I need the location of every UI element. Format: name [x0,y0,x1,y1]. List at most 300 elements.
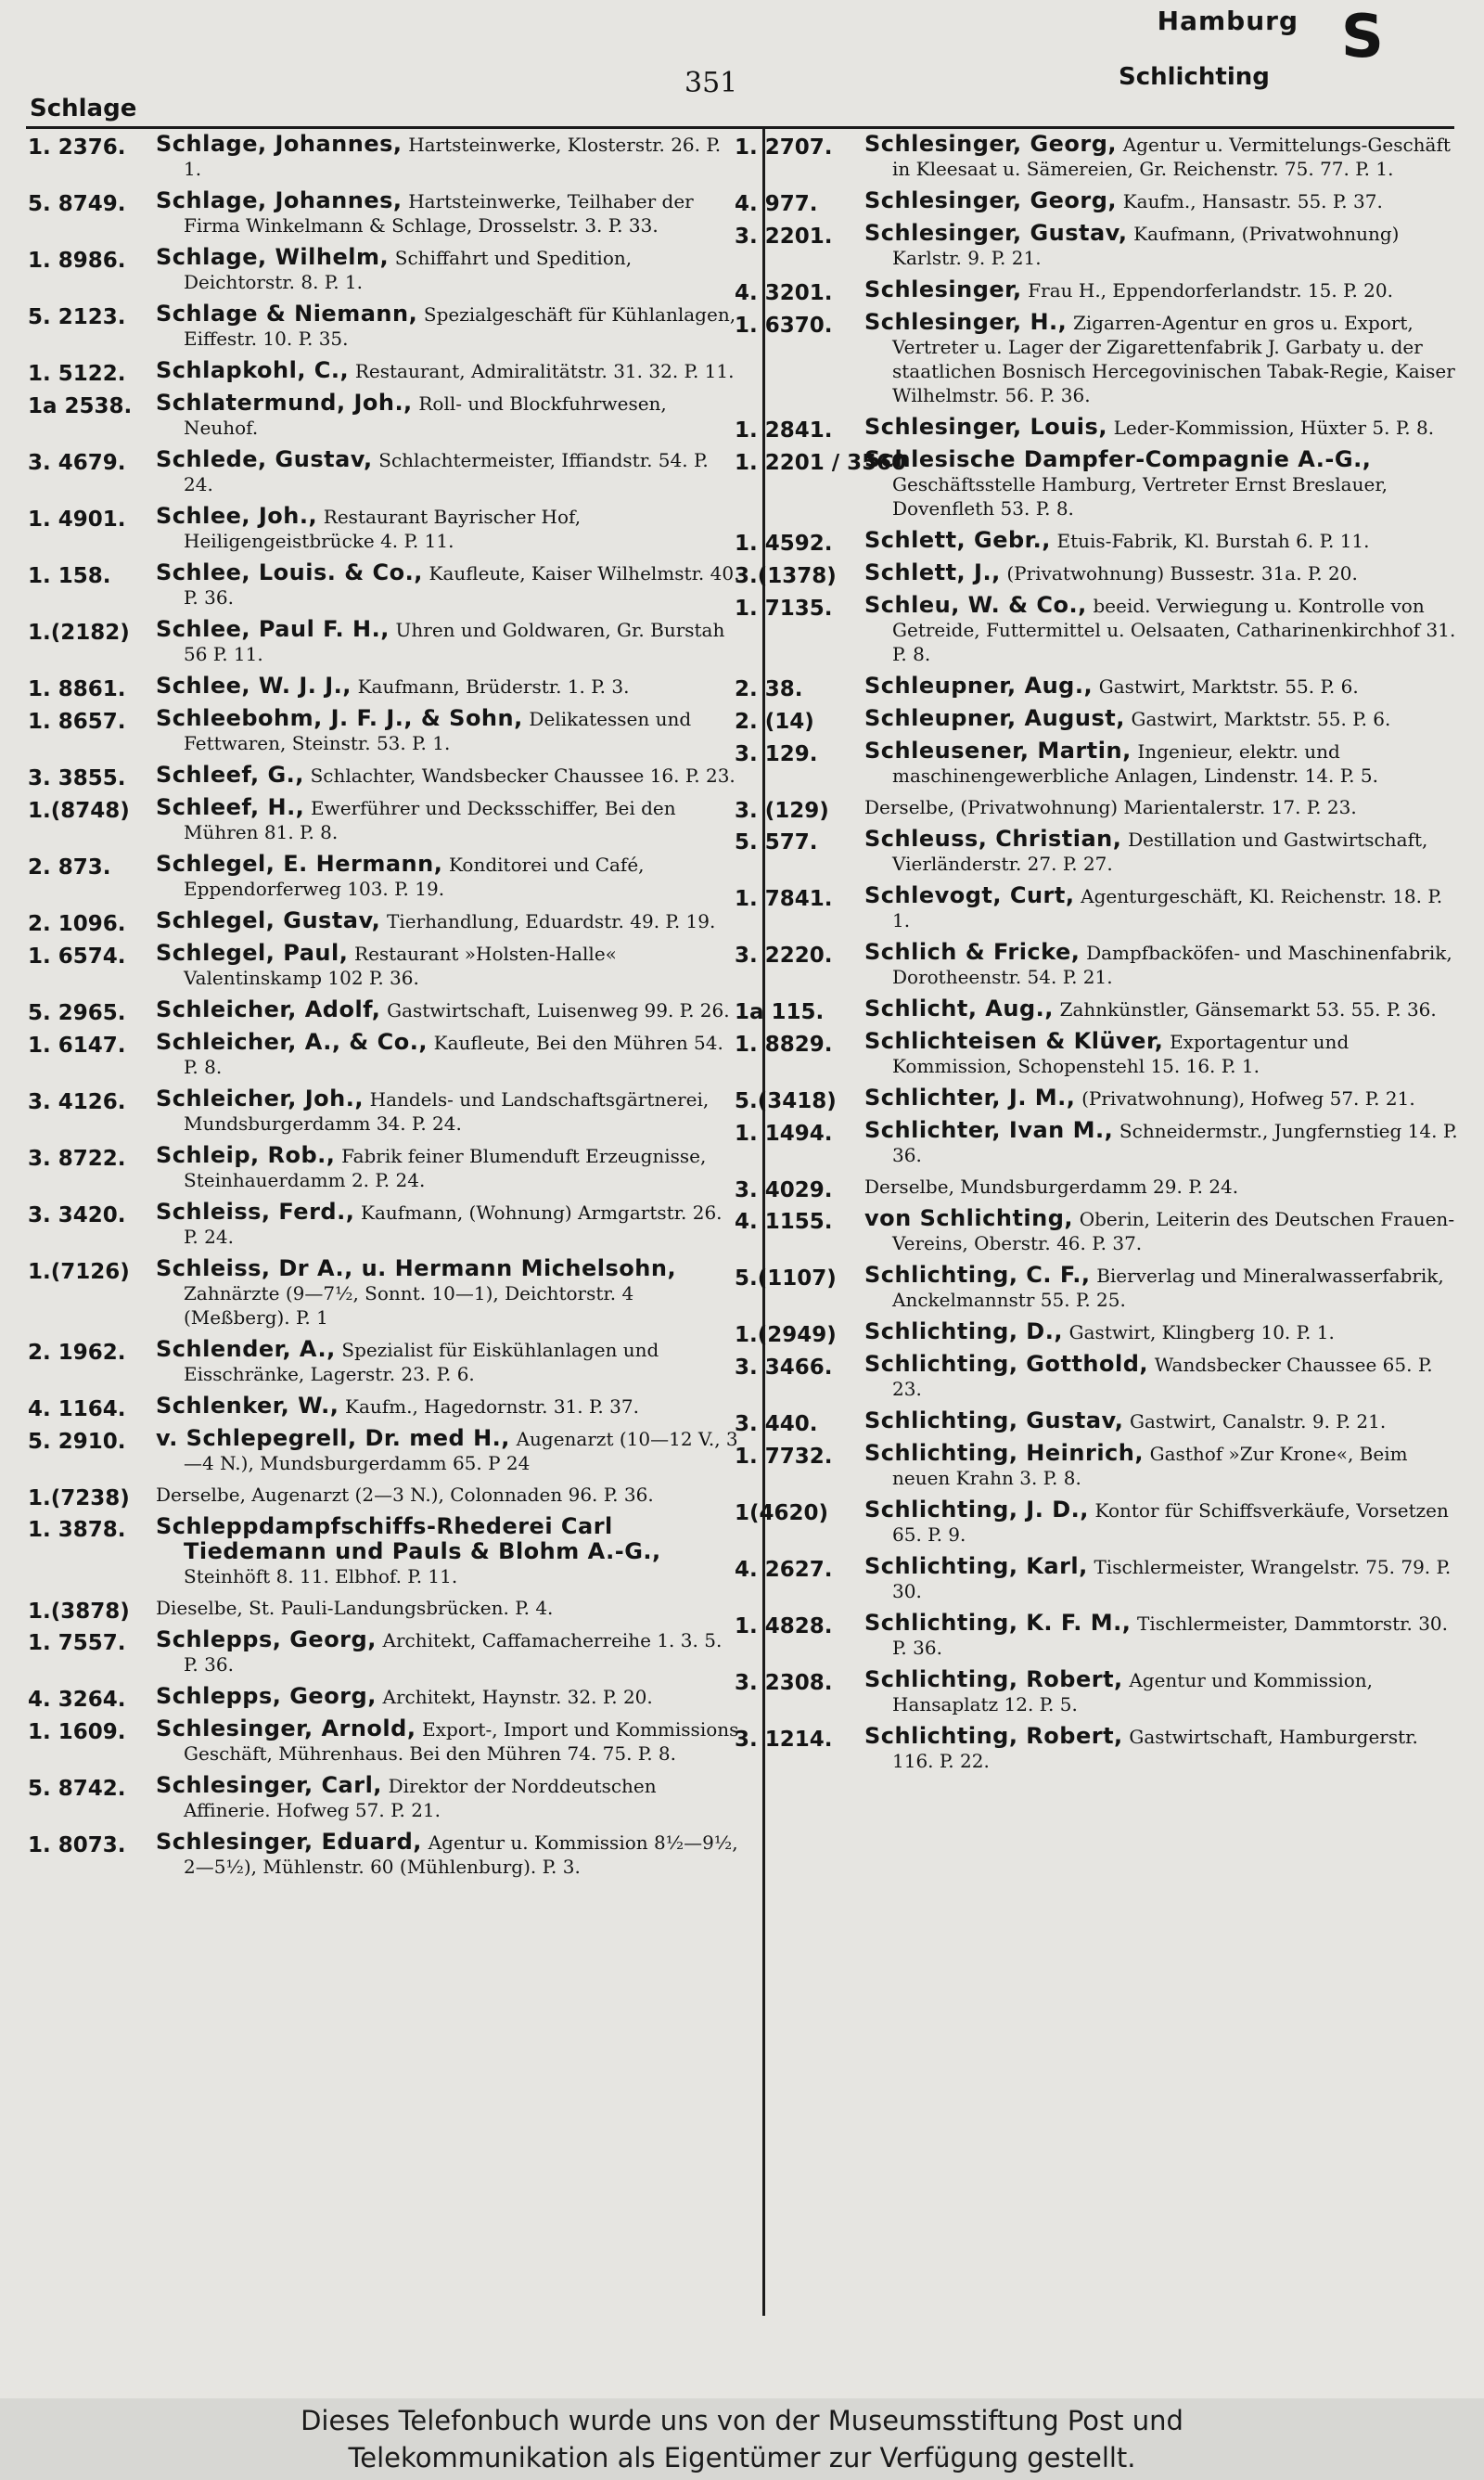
entry-text [864,1667,1458,1716]
directory-entry [735,1118,1458,1167]
subscriber-details: Spezialgeschäft für Kühlanlagen, Eiffestr. 10. P. 35. [184,303,736,350]
subscriber-details: Ewerführer und Decksschiffer, Bei den Mühren 81. P. 8. [184,797,676,843]
entry-text [864,795,1458,819]
subscriber-name: Schlichting, J. D., [864,1497,1089,1523]
directory-entry [735,739,1458,788]
phone-number: 4. 3264. [28,1688,126,1712]
entry-text [864,528,1458,553]
subscriber-details: Tierhandlung, Eduardstr. 49. P. 19. [387,910,716,932]
entry-text [156,1143,742,1192]
subscriber-name: Schlegel, Gustav, [156,907,381,933]
subscriber-name: Schleusener, Martin, [864,738,1132,764]
directory-entry [735,1497,1458,1547]
entry-text [156,447,742,496]
phone-number: 1. 6574. [28,944,126,969]
subscriber-details: Hartsteinwerke, Klosterstr. 26. P. 1. [184,134,722,180]
phone-number: 1. 8986. [28,249,126,273]
directory-entry [28,447,742,496]
subscriber-details: Exportagentur und Kommission, Schopenstehl 15. 16. P. 1. [892,1031,1350,1077]
phone-number: 1a 2538. [28,394,133,418]
subscriber-details: Tischlermeister, Wrangelstr. 75. 79. P. 30. [892,1556,1452,1602]
subscriber-name: Schlepps, Georg, [156,1626,377,1652]
directory-entry [28,706,742,755]
phone-number: 1. 2376. [28,135,126,160]
subscriber-details: Restaurant »Holsten-Halle« Valentinskamp 102 P. 36. [184,943,617,989]
directory-entry [28,852,742,901]
entry-text [156,132,742,181]
directory-entry [28,1483,742,1510]
subscriber-name: Schleicher, Adolf, [156,996,381,1022]
phone-number: 3. 2220. [735,944,833,968]
left-column [28,132,742,1886]
subscriber-details: Schlachtermeister, Iffiandstr. 54. P. 24. [184,449,709,495]
directory-entry [735,827,1458,876]
subscriber-name: Schleupner, August, [864,705,1125,731]
subscriber-details: Augenarzt (10—12 V., 3—4 N.), Mundsburgerdamm 65. P 24 [184,1428,738,1474]
phone-number: 1. 6147. [28,1034,126,1058]
subscriber-details: Schiffahrt und Spedition, Deichtorstr. 8. P. 1. [184,247,633,293]
subscriber-name: Schlichting, D., [864,1318,1063,1344]
phone-number: 1. 4901. [28,508,126,532]
subscriber-details: Spezialist für Eiskühlanlagen und Eisschränke, Lagerstr. 23. P. 6. [184,1339,659,1385]
phone-number: 1. 2707. [735,135,833,160]
subscriber-name: Schlage, Johannes, [156,131,403,157]
phone-number: 1. 7557. [28,1631,126,1655]
directory-entry [28,1514,742,1588]
subscriber-name: Schlesinger, Louis, [864,414,1107,440]
phone-number: 3. 1214. [735,1728,833,1752]
entry-text [156,908,742,933]
subscriber-details: Delikatessen und Fettwaren, Steinstr. 53. P. 1. [184,708,692,754]
subscriber-details: Kaufm., Hagedornstr. 31. P. 37. [345,1395,639,1418]
directory-entry [28,391,742,440]
phone-number: 1. 8657. [28,710,126,734]
directory-entry [735,1554,1458,1603]
directory-entry [735,883,1458,932]
subscriber-details: Schneidermstr., Jungfernstieg 14. P. 36. [892,1120,1458,1166]
phone-number: 5. 2910. [28,1430,126,1454]
entry-text [156,1514,742,1588]
subscriber-details: Destillation und Gastwirtschaft, Vierländerstr. 27. P. 27. [892,829,1428,875]
phone-number: 3. 4126. [28,1090,126,1114]
directory-entry [735,1175,1458,1202]
subscriber-details: Architekt, Haynstr. 32. P. 20. [382,1686,653,1708]
directory-entry [735,593,1458,666]
entry-text [864,132,1458,181]
entry-text [156,1773,742,1822]
subscriber-details: Zahnärzte (9—7½, Sonnt. 10—1), Deichtorstr. 4 (Meßberg). P. 1 [184,1282,634,1329]
phone-number: 1a 115. [735,1000,825,1024]
directory-entry [735,705,1458,734]
directory-entry [28,1596,742,1624]
directory-entry [735,276,1458,305]
subscriber-details: Leder-Kommission, Hüxter 5. P. 8. [1113,417,1435,439]
subscriber-name: Schlesinger, Carl, [156,1772,382,1798]
left-running-head: Schlage [30,95,137,122]
subscriber-name: Schlepps, Georg, [156,1683,377,1709]
subscriber-details: Kontor für Schiffsverkäufe, Vorsetzen 65. P. 9. [892,1499,1449,1546]
subscriber-details: Agentur u. Kommission 8½—9½, 2—5½), Mühlenstr. 60 (Mühlenburg). P. 3. [184,1831,738,1878]
subscriber-details: Derselbe, Mundsburgerdamm 29. P. 24. [864,1176,1239,1198]
subscriber-name: Schlichteisen & Klüver, [864,1028,1164,1054]
directory-entry [735,1407,1458,1436]
page-number: 351 [684,67,738,99]
entry-text [156,1394,742,1419]
entry-text [864,883,1458,932]
subscriber-details: Agenturgeschäft, Kl. Reichenstr. 18. P. 1. [892,885,1443,932]
entry-text [156,795,742,844]
subscriber-name: Schlichting, Heinrich, [864,1440,1144,1466]
subscriber-name: Schlee, Louis. & Co., [156,559,423,585]
entry-text [156,245,742,294]
subscriber-details: (Privatwohnung), Hofweg 57. P. 21. [1081,1087,1415,1110]
entry-text [156,1627,742,1677]
phone-number: 2. 38. [735,677,803,701]
subscriber-name: Schlesinger, [864,276,1022,302]
phone-number: 1. 7841. [735,887,833,911]
phone-number: 1. 3878. [28,1518,126,1542]
subscriber-name: Schlichting, K. F. M., [864,1610,1132,1636]
entry-text [864,1441,1458,1490]
subscriber-details: Kaufmann, Brüderstr. 1. P. 3. [357,675,630,698]
subscriber-name: Schlesinger, Georg, [864,187,1118,213]
subscriber-name: Schlichting, Gotthold, [864,1351,1149,1377]
phone-number: 4. 1155. [735,1210,833,1234]
subscriber-name: Schlee, Joh., [156,503,318,529]
directory-entry [28,245,742,294]
directory-entry [735,447,1458,520]
subscriber-details: Uhren und Goldwaren, Gr. Burstah 56 P. 11. [184,619,725,665]
entry-text [864,447,1458,520]
phone-number: 4. 3201. [735,281,833,305]
entry-text [156,1684,742,1709]
subscriber-details: Oberin, Leiterin des Deutschen Frauen-Vereins, Oberstr. 46. P. 37. [892,1208,1455,1254]
footer-line-1: Dieses Telefonbuch wurde uns von der Museumsstiftung Post und [301,2405,1183,2436]
directory-entry [735,940,1458,989]
phone-number: 3. 2201. [735,225,833,249]
directory-entry [735,1086,1458,1111]
right-running-head: Schlichting [1119,63,1270,91]
subscriber-details: Dampfbacköfen- und Maschinenfabrik, Dorotheenstr. 54. P. 21. [892,942,1452,988]
directory-entry [735,1611,1458,1660]
phone-number: 1. 5122. [28,362,126,386]
directory-entry [28,617,742,666]
entry-text [864,739,1458,788]
entry-text [156,617,742,666]
subscriber-details: Schlachter, Wandsbecker Chaussee 16. P. 23. [310,765,736,787]
entry-text [156,560,742,610]
subscriber-name: Schlede, Gustav, [156,446,373,472]
entry-text [156,1716,742,1766]
subscriber-name: Schlich & Fricke, [864,939,1081,965]
phone-number: 1. 7732. [735,1445,833,1469]
directory-entry [735,187,1458,216]
entry-text [864,1086,1458,1111]
phone-number: 1.(3878) [28,1600,130,1624]
phone-number: 2. 1096. [28,912,126,936]
subscriber-name: Schlett, Gebr., [864,527,1051,553]
subscriber-details: Derselbe, (Privatwohnung) Marientalerstr. 17. P. 23. [864,796,1357,818]
phone-number: 4. 1164. [28,1397,126,1421]
phone-number: 3. 129. [735,742,818,766]
directory-entry [28,1030,742,1079]
subscriber-name: Schlage & Niemann, [156,301,418,327]
subscriber-name: Schlee, Paul F. H., [156,616,390,642]
subscriber-details: Gastwirt, Marktstr. 55. P. 6. [1131,708,1391,730]
subscriber-name: Schleebohm, J. F. J., & Sohn, [156,705,523,731]
phone-number: 1. 7135. [735,597,833,621]
entry-text [864,1263,1458,1312]
phone-number: 1. 1609. [28,1720,126,1744]
entry-text [864,415,1458,440]
entry-text [864,996,1458,1022]
subscriber-name: Schlegel, Paul, [156,940,349,966]
subscriber-name: Schleu, W. & Co., [864,592,1087,618]
entry-text [156,763,742,788]
entry-text [864,940,1458,989]
subscriber-name: Schlenker, W., [156,1393,339,1419]
subscriber-details: Agentur u. Vermittelungs-Geschäft in Kleesaat u. Sämereien, Gr. Reichenstr. 75. 77. P. 1. [892,134,1451,180]
directory-entry [735,1441,1458,1490]
phone-number: 3. 2308. [735,1671,833,1695]
phone-number: 5. 2123. [28,305,126,329]
subscriber-name: Schlage, Wilhelm, [156,244,390,270]
phone-number: 1.(2182) [28,621,130,645]
directory-entry [735,1667,1458,1716]
entry-text [156,1086,742,1136]
subscriber-details: Export-, Import und Kommissions Geschäft, Mührenhaus. Bei den Mühren 74. 75. P. 8. [184,1718,739,1765]
directory-entry [28,1830,742,1879]
directory-entry [28,132,742,181]
subscriber-name: Schlichting, Karl, [864,1553,1088,1579]
subscriber-details: Zigarren-Agentur en gros u. Export, Vertreter u. Lager der Zigarettenfabrik J. Garbaty u. der staatlichen Bosnisch Hercegovinischen Tabak-Regie, Kaiser Wilhelmstr. 56. P. 36. [892,312,1455,406]
subscriber-name: Schlicht, Aug., [864,996,1054,1022]
directory-entry [28,357,742,386]
subscriber-name: Schleiss, Dr A., u. Hermann Michelsohn, [156,1255,677,1281]
directory-entry [28,907,742,936]
subscriber-name: Schlichting, Gustav, [864,1407,1124,1433]
directory-entry [28,941,742,990]
phone-number: 3. 440. [735,1412,818,1436]
subscriber-details: Tischlermeister, Dammtorstr. 30. P. 36. [892,1613,1449,1659]
subscriber-details: Restaurant, Admiralitätstr. 31. 32. P. 11. [354,360,735,382]
directory-entry [735,221,1458,270]
subscriber-details: Architekt, Caffamacherreihe 1. 3. 5. P. 36. [184,1629,723,1676]
entry-text [156,302,742,351]
phone-number: 3. 3420. [28,1203,126,1227]
phone-number: 1.(7238) [28,1486,130,1510]
subscriber-details: Kaufleute, Bei den Mühren 54. P. 8. [184,1032,723,1078]
subscriber-name: Schleicher, Joh., [156,1086,364,1112]
entry-text [156,391,742,440]
entry-text [156,1337,742,1386]
subscriber-details: Wandsbecker Chaussee 65. P. 23. [892,1354,1433,1400]
directory-entry [735,674,1458,699]
subscriber-details: Dieselbe, St. Pauli-Landungsbrücken. P. 4. [156,1597,554,1619]
subscriber-details: Gastwirt, Canalstr. 9. P. 21. [1130,1410,1387,1433]
subscriber-details: Konditorei und Café, Eppendorferweg 103. P. 19. [184,854,645,900]
header-rule [26,126,1454,129]
right-column [735,132,1458,1780]
directory-entry [735,996,1458,1022]
subscriber-details: Frau H., Eppendorferlandstr. 15. P. 20. [1028,279,1393,302]
entry-text [156,1256,742,1330]
directory-entry [735,1263,1458,1312]
entry-text [864,1175,1458,1199]
directory-entry [28,1256,742,1330]
entry-text [156,358,742,383]
entry-text [864,1319,1458,1344]
directory-entry [28,1683,742,1712]
subscriber-details: Fabrik feiner Blumenduft Erzeugnisse, Steinhauerdamm 2. P. 24. [184,1145,707,1191]
phone-number: 3. 3855. [28,766,126,790]
phone-number: 3. 4679. [28,451,126,475]
subscriber-name: Schlichting, Robert, [864,1723,1123,1749]
subscriber-details: Kaufleute, Kaiser Wilhelmstr. 40. P. 36. [184,562,740,609]
directory-entry [28,560,742,610]
phone-number: 5. 8749. [28,192,126,216]
phone-number: 1. 8829. [735,1033,833,1057]
entry-text [864,827,1458,876]
entry-text [156,1596,742,1620]
entry-text [864,1611,1458,1660]
phone-number: 3. 8722. [28,1147,126,1171]
subscriber-details: Direktor der Norddeutschen Affinerie. Hofweg 57. P. 21. [184,1775,657,1821]
phone-number: 2. 1962. [28,1341,126,1365]
phone-number: 3. (129) [735,799,829,823]
subscriber-details: Gastwirtschaft, Hamburgerstr. 116. P. 22. [892,1726,1418,1772]
entry-text [156,941,742,990]
entry-text [864,221,1458,270]
subscriber-details: Gastwirtschaft, Luisenweg 99. P. 26. [387,999,730,1022]
subscriber-name: Schleiss, Ferd., [156,1199,355,1225]
phone-number: 1. 2841. [735,418,833,443]
entry-text [864,1118,1458,1167]
footer-line-2: Telekommunikation als Eigentümer zur Verfügung gestellt. [348,2442,1136,2474]
subscriber-name: Schlesinger, Eduard, [156,1829,422,1855]
subscriber-name: Schlapkohl, C., [156,357,350,383]
directory-entry [735,414,1458,443]
subscriber-details: Derselbe, Augenarzt (2—3 N.), Colonnaden 96. P. 36. [156,1484,654,1506]
entry-text [864,560,1458,585]
directory-entry [28,795,742,844]
directory-entry [28,1426,742,1475]
entry-text [864,1352,1458,1401]
subscriber-name: Schlesische Dampfer-Compagnie A.-G., [864,446,1372,472]
subscriber-details: Roll- und Blockfuhrwesen, Neuhof. [184,392,667,439]
city-heading: Hamburg [1157,6,1298,36]
directory-entry [28,1773,742,1822]
entry-text [864,1408,1458,1433]
directory-entry [28,504,742,553]
entry-text [864,1029,1458,1078]
entry-text [864,1724,1458,1773]
phone-number: 5. 8742. [28,1777,126,1801]
directory-entry [28,1394,742,1419]
phone-number: 5.(1107) [735,1266,837,1291]
subscriber-name: Schleppdampfschiffs-Rhederei Carl Tiedemann und Pauls & Blohm A.-G., [156,1513,661,1564]
entry-text [864,310,1458,407]
subscriber-details: Restaurant Bayrischer Hof, Heiligengeistbrücke 4. P. 11. [184,506,582,552]
subscriber-name: Schleupner, Aug., [864,673,1094,699]
subscriber-name: Schlender, A., [156,1336,336,1362]
directory-entry [735,1318,1458,1347]
subscriber-name: Schlichter, Ivan M., [864,1117,1114,1143]
phone-number: 4. 2627. [735,1558,833,1582]
entry-text [864,674,1458,699]
subscriber-name: Schlesinger, Gustav, [864,220,1128,246]
subscriber-name: v. Schlepegrell, Dr. med H., [156,1425,510,1451]
directory-entry [28,1716,742,1766]
directory-entry [735,1206,1458,1255]
phone-number: 5. 577. [735,830,818,855]
phone-number: 5. 2965. [28,1001,126,1025]
entry-text [156,1030,742,1079]
entry-text [156,1830,742,1879]
directory-entry [735,559,1458,588]
directory-entry [735,1352,1458,1401]
entry-text [156,706,742,755]
directory-entry [735,527,1458,556]
subscriber-name: Schlegel, E. Hermann, [156,851,443,877]
subscriber-details: Etuis-Fabrik, Kl. Burstah 6. P. 11. [1056,530,1370,552]
subscriber-details: Bierverlag und Mineralwasserfabrik, Anckelmannstr 55. P. 25. [892,1265,1444,1311]
subscriber-details: Agentur und Kommission, Hansaplatz 12. P. 5. [892,1669,1374,1715]
entry-text [156,852,742,901]
subscriber-details: Geschäftsstelle Hamburg, Vertreter Ernst Breslauer, Dovenfleth 53. P. 8. [892,473,1388,520]
subscriber-name: Schlatermund, Joh., [156,390,413,416]
subscriber-name: Schleicher, A., & Co., [156,1029,428,1055]
subscriber-details: Ingenieur, elektr. und maschinengewerbliche Anlagen, Lindenstr. 14. P. 5. [892,740,1378,787]
subscriber-name: Schlage, Johannes, [156,187,403,213]
subscriber-name: von Schlichting, [864,1205,1074,1231]
directory-entry [735,1029,1458,1078]
directory-entry [28,674,742,699]
subscriber-name: Schlesinger, Georg, [864,131,1118,157]
phone-number: 3. 4029. [735,1178,833,1202]
phone-number: 5.(3418) [735,1089,837,1113]
subscriber-name: Schleip, Rob., [156,1142,336,1168]
directory-entry [28,1337,742,1386]
phone-number: 1. 4592. [735,532,833,556]
directory-entry [735,310,1458,407]
subscriber-name: Schlesinger, H., [864,309,1068,335]
directory-entry [28,1086,742,1136]
phone-number: 1. 4828. [735,1614,833,1638]
entry-text [864,1206,1458,1255]
subscriber-details: Steinhöft 8. 11. Elbhof. P. 11. [184,1565,458,1587]
subscriber-details: Gasthof »Zur Krone«, Beim neuen Krahn 3. P. 8. [892,1443,1408,1489]
subscriber-name: Schleef, G., [156,762,304,788]
entry-text [156,1483,742,1507]
entry-text [156,674,742,699]
entry-text [156,504,742,553]
entry-text [156,188,742,238]
subscriber-name: Schlee, W. J. J., [156,673,352,699]
entry-text [864,1497,1458,1547]
directory-entry [28,1143,742,1192]
phone-number: 1. 158. [28,564,111,588]
entry-text [156,1200,742,1249]
entry-text [156,997,742,1022]
subscriber-name: Schlichting, C. F., [864,1262,1091,1288]
entry-text [864,188,1458,213]
subscriber-details: beeid. Verwiegung u. Kontrolle von Getreide, Futtermittel u. Oelsaaten, Catharinenkirchhof 31. P. 8. [892,595,1456,665]
entry-text [156,1426,742,1475]
phone-number: 1.(2949) [735,1323,837,1347]
entry-text [864,593,1458,666]
letter-heading: S [1340,3,1384,71]
